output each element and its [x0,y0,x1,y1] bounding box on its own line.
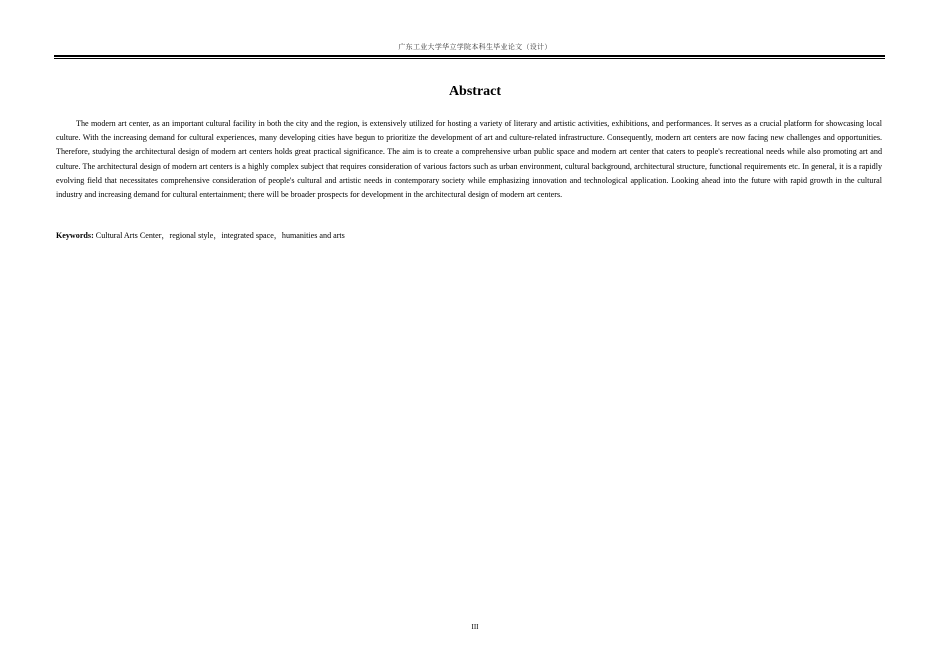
abstract-paragraph: The modern art center, as an important cultural facility in both the city and the region, is extensively utilized for hosting a variety of literary and artistic activities, exhibitions, and performances. It serves as a crucial platform for showcasing local culture. With the increasing demand for cultural experiences, many developing cities have begun to prioritize the development of art and culture-related infrastructure. Consequently, modern art centers are now facing new challenges and opportunities. Therefore, studying the architectural design of modern art centers holds great practical significance. The aim is to create a comprehensive urban public space and modern art center that caters to people's recreational needs while also promoting art and culture. The architectural design of modern art centers is a highly complex subject that requires consideration of various factors such as urban environment, cultural background, architectural structure, functional requirements etc. In general, it is a rapidly evolving field that necessitates comprehensive consideration of people's cultural and artistic needs in contemporary society while emphasizing innovation and technological application. Looking ahead into the future with rapid growth in the cultural industry and increasing demand for cultural entertainment; there will be broader prospects for development in the architectural design of modern art centers. [56,119,882,200]
keywords-line [56,230,882,242]
header-rule-thick [54,55,885,57]
keywords-list: Cultural Arts Center，regional style，integrated space，humanities and arts [93,231,345,240]
header-rule-thin [54,58,885,59]
keywords-label: Keywords: [56,231,94,240]
abstract-title: Abstract [448,84,502,99]
page-number: III [471,623,479,631]
running-header: 广东工业大学华立学院本科生毕业论文（设计） [398,43,552,51]
